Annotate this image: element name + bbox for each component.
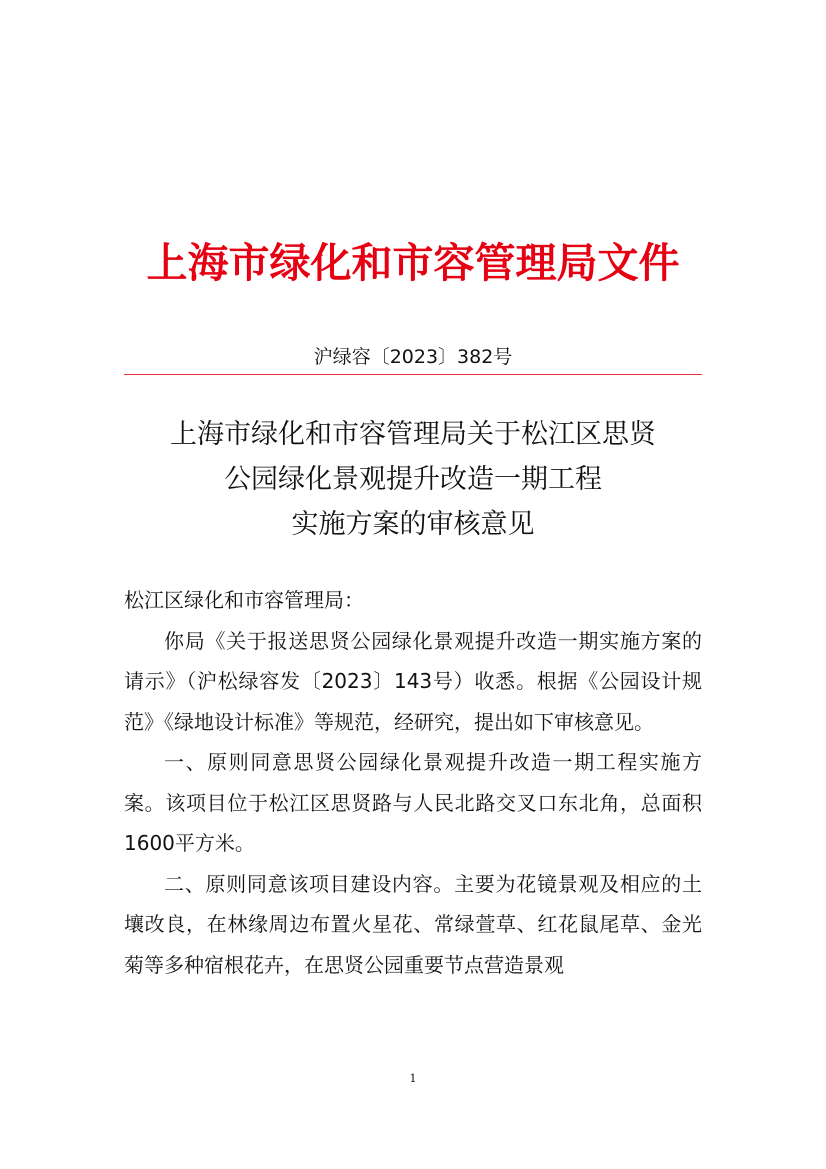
salutation: 松江区绿化和市容管理局： xyxy=(124,588,364,612)
subject-line: 上海市绿化和市容管理局关于松江区思贤 xyxy=(170,419,656,450)
body-paragraph: 你局《关于报送思贤公园绿化景观提升改造一期实施方案的请示》（沪松绿容发〔2023〕143号）收悉。根据《公园设计规范》《绿地设计标准》等规范，经研究，提出如下审核意见。 xyxy=(124,628,702,734)
body-paragraph: 二、原则同意该项目建设内容。主要为花镜景观及相应的土壤改良，在林缘周边布置火星花、常绿萱草、红花鼠尾草、金光菊等多种宿根花卉，在思贤公园重要节点营造景观 xyxy=(124,871,702,977)
page-number: 1 xyxy=(409,1072,417,1085)
red-divider-line xyxy=(124,374,702,375)
body-paragraph: 一、原则同意思贤公园绿化景观提升改造一期工程实施方案。该项目位于松江区思贤路与人民北路交叉口东北角，总面积1600平方米。 xyxy=(124,750,702,855)
document-body xyxy=(124,580,702,985)
document-subject xyxy=(0,412,826,547)
subject-line: 公园绿化景观提升改造一期工程 xyxy=(224,464,602,495)
issuer-header-title: 上海市绿化和市容管理局文件 xyxy=(146,239,680,287)
document-number: 沪绿容〔2023〕382号 xyxy=(313,346,513,368)
subject-line: 实施方案的审核意见 xyxy=(291,509,535,540)
